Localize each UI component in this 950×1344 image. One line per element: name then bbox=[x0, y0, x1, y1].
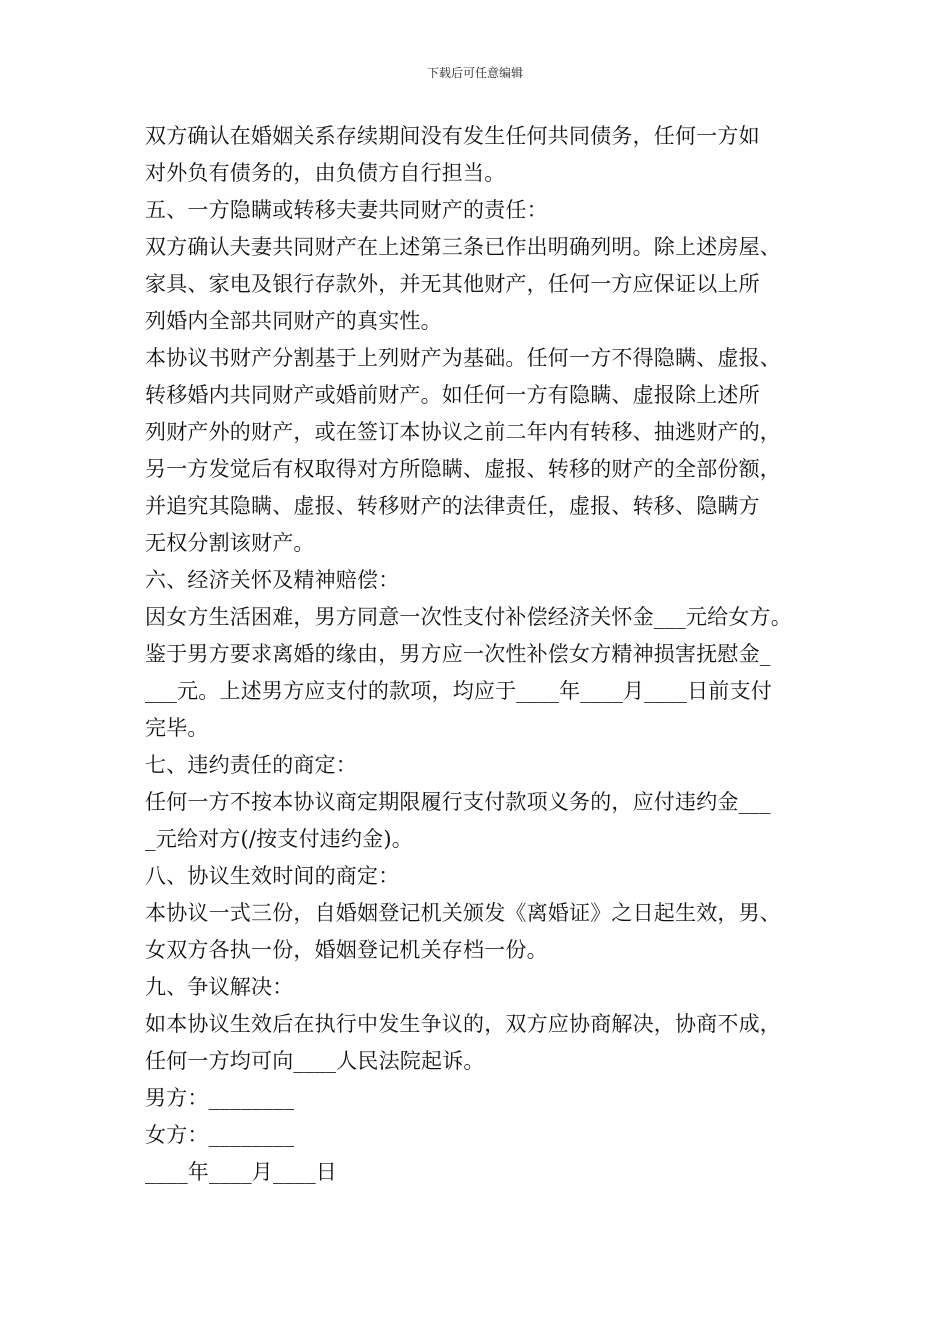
body-line: _元给对方(/按支付违约金)。 bbox=[145, 827, 413, 851]
body-line: 如本协议生效后在执行中发生争议的，双方应协商解决，协商不成， bbox=[145, 1012, 781, 1036]
body-line: 无权分割该财产。 bbox=[145, 531, 315, 555]
body-line: 列财产外的财产，或在签订本协议之前二年内有转移、抽逃财产的， bbox=[145, 420, 781, 444]
body-line: 女双方各执一份，婚姻登记机关存档一份。 bbox=[145, 938, 548, 962]
body-line: 列婚内全部共同财产的真实性。 bbox=[145, 309, 442, 333]
section-heading-9: 九、争议解决： bbox=[145, 975, 294, 999]
body-line: 并追究其隐瞒、虚报、转移财产的法律责任，虚报、转移、隐瞒方 bbox=[145, 494, 760, 518]
section-heading-8: 八、协议生效时间的商定： bbox=[145, 864, 400, 888]
body-line: 任何一方不按本协议商定期限履行支付款项义务的，应付违约金___ bbox=[145, 790, 771, 814]
body-line: 另一方发觉后有权取得对方所隐瞒、虚报、转移的财产的全部份额， bbox=[145, 457, 781, 481]
body-line: 因女方生活困难，男方同意一次性支付补偿经济关怀金___元给女方。 bbox=[145, 605, 792, 629]
document-body bbox=[145, 118, 825, 1191]
signature-female: 女方：________ bbox=[145, 1123, 295, 1147]
section-heading-5: 五、一方隐瞒或转移夫妻共同财产的责任： bbox=[145, 198, 548, 222]
section-heading-6: 六、经济关怀及精神赔偿： bbox=[145, 568, 400, 592]
body-line: 双方确认在婚姻关系存续期间没有发生任何共同债务，任何一方如 bbox=[145, 124, 760, 148]
body-line: 转移婚内共同财产或婚前财产。如任何一方有隐瞒、虚报除上述所 bbox=[145, 383, 760, 407]
body-line: 完毕。 bbox=[145, 716, 209, 740]
body-line: 本协议一式三份，自婚姻登记机关颁发《离婚证》之日起生效，男、 bbox=[145, 901, 781, 925]
page-header: 下载后可任意编辑 bbox=[426, 66, 523, 80]
body-line: 双方确认夫妻共同财产在上述第三条已作出明确列明。除上述房屋、 bbox=[145, 235, 781, 259]
body-line: 家具、家电及银行存款外，并无其他财产，任何一方应保证以上所 bbox=[145, 272, 760, 296]
body-line: 本协议书财产分割基于上列财产为基础。任何一方不得隐瞒、虚报、 bbox=[145, 346, 781, 370]
body-line: 鉴于男方要求离婚的缘由，男方应一次性补偿女方精神损害抚慰金_ bbox=[145, 642, 771, 666]
body-line: ___元。上述男方应支付的款项，均应于____年____月____日前支付 bbox=[145, 679, 772, 703]
body-line: 任何一方均可向____人民法院起诉。 bbox=[145, 1049, 485, 1073]
section-heading-7: 七、违约责任的商定： bbox=[145, 753, 357, 777]
signature-male: 男方：________ bbox=[145, 1086, 295, 1110]
body-line: 对外负有债务的，由负债方自行担当。 bbox=[145, 161, 506, 185]
signature-date: ____年____月____日 bbox=[145, 1160, 337, 1184]
